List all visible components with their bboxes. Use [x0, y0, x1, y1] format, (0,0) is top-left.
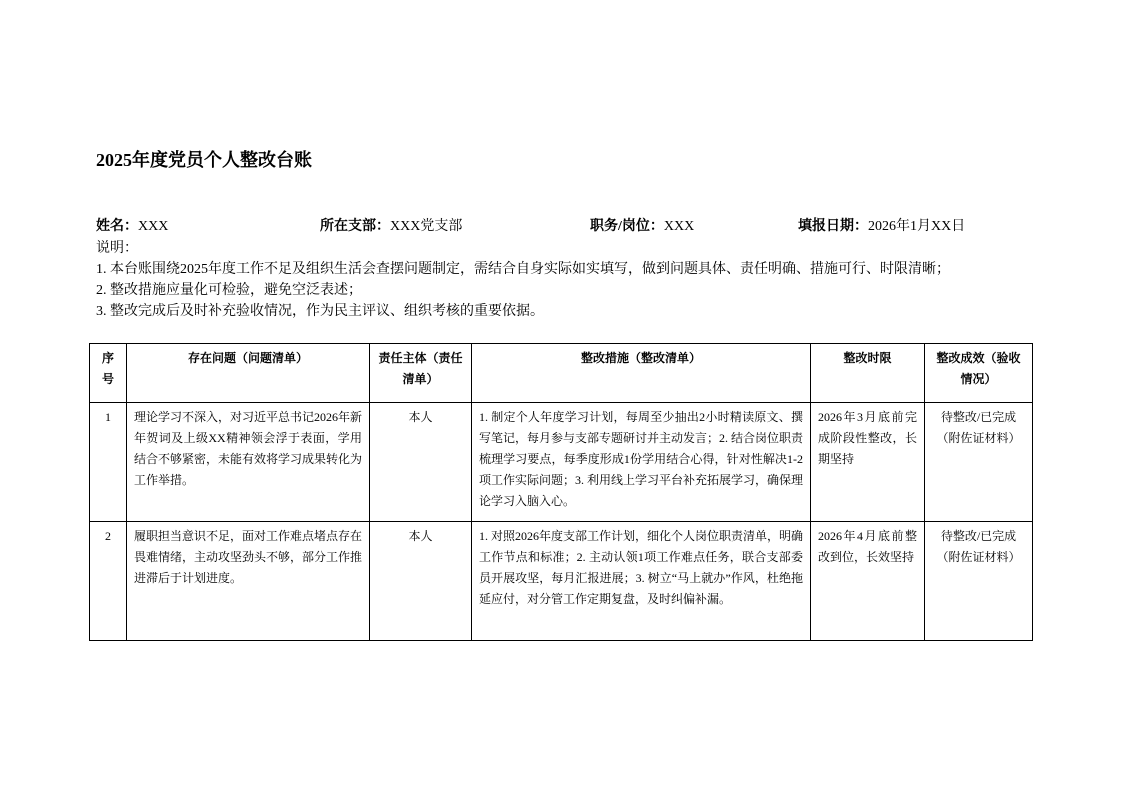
header-problem: 存在问题（问题清单）: [127, 344, 370, 403]
table-header-row: [90, 344, 1033, 403]
branch-label: 所在支部：: [320, 219, 390, 234]
row-measures: 1. 对照2026年度支部工作计划，细化个人岗位职责清单，明确工作节点和标准；2. 主动认领1项工作难点任务，联合支部委员开展攻坚，每月汇报进展；3. 树立“马上就办”作风，杜绝拖延应付，对分管工作定期复盘，及时纠偏补漏。: [472, 522, 811, 641]
position-field: [590, 216, 694, 237]
name-field: [96, 216, 168, 237]
note-item: 3. 整改完成后及时补充验收情况，作为民主评议、组织考核的重要依据。: [96, 304, 544, 319]
header-deadline: 整改时限: [811, 344, 925, 403]
name-label: 姓名：: [96, 219, 138, 234]
position-label: 职务/岗位：: [590, 219, 664, 234]
header-result: 整改成效（验收情况）: [925, 344, 1033, 403]
date-label: 填报日期：: [798, 219, 868, 234]
row-owner: 本人: [370, 403, 472, 522]
page-title: 2025年度党员个人整改台账: [96, 150, 312, 170]
name-value: XXX: [138, 219, 169, 234]
row-deadline: 2026年3月底前完成阶段性整改，长期坚持: [811, 403, 925, 522]
branch-value: XXX党支部: [390, 219, 463, 234]
row-measures: 1. 制定个人年度学习计划，每周至少抽出2小时精读原文、撰写笔记，每月参与支部专题研讨并主动发言；2. 结合岗位职责梳理学习要点，每季度形成1份学用结合心得，针对性解决1-2项工作实际问题；3. 利用线上学习平台补充拓展学习，确保理论学习入脑入心。: [472, 403, 811, 522]
row-deadline: 2026年4月底前整改到位，长效坚持: [811, 522, 925, 641]
date-value: 2026年1月XX日: [868, 219, 966, 234]
notes: [96, 238, 1026, 322]
note-item: 2. 整改措施应量化可检验，避免空泛表述；: [96, 283, 362, 298]
row-no: 2: [90, 522, 127, 641]
position-value: XXX: [663, 219, 695, 234]
header-no: 序号: [90, 344, 127, 403]
row-result: 待整改/已完成（附佐证材料）: [925, 403, 1033, 522]
header-owner: 责任主体（责任清单）: [370, 344, 472, 403]
notes-heading: 说明：: [96, 241, 138, 256]
branch-field: [320, 216, 462, 237]
note-item: 1. 本台账围绕2025年度工作不足及组织生活会查摆问题制定，需结合自身实际如实填写，做到问题具体、责任明确、措施可行、时限清晰；: [96, 262, 950, 277]
table-row: [90, 403, 1033, 522]
row-problem: 履职担当意识不足，面对工作难点堵点存在畏难情绪，主动攻坚劲头不够，部分工作推进滞后于计划进度。: [127, 522, 370, 641]
row-no: 1: [90, 403, 127, 522]
row-result: 待整改/已完成（附佐证材料）: [925, 522, 1033, 641]
row-problem: 理论学习不深入，对习近平总书记2026年新年贺词及上级XX精神领会浮于表面，学用结合不够紧密，未能有效将学习成果转化为工作举措。: [127, 403, 370, 522]
row-owner: 本人: [370, 522, 472, 641]
date-field: [798, 216, 965, 237]
table-row: [90, 522, 1033, 641]
rectification-table: [89, 343, 1033, 641]
header-measures: 整改措施（整改清单）: [472, 344, 811, 403]
